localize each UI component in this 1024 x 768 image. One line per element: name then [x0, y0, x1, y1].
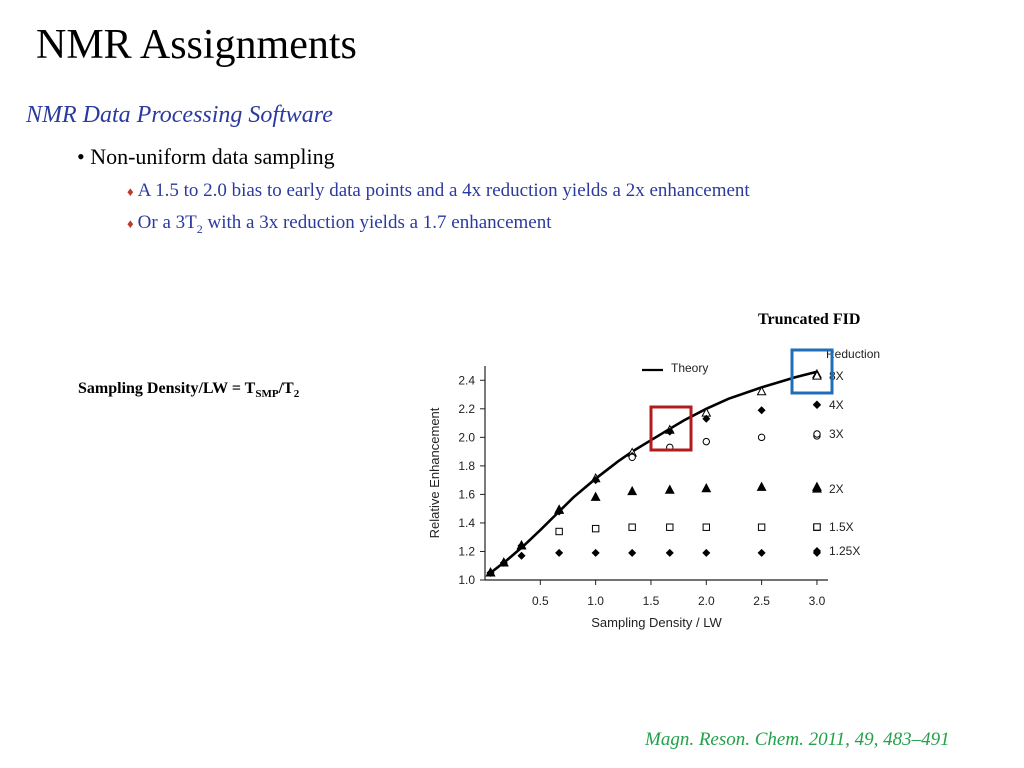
- point-1-5x: [703, 524, 709, 530]
- diamond-bullet-icon: ♦: [127, 216, 134, 231]
- point-1-25x: [666, 549, 673, 556]
- formula-mid: /T: [278, 380, 294, 397]
- truncated-fid-label: Truncated FID: [758, 311, 861, 328]
- y-tick-label: 1.8: [458, 458, 475, 473]
- x-tick-label: 0.5: [531, 594, 549, 608]
- point-1-25x: [703, 549, 710, 556]
- bullet-marker: •: [77, 144, 85, 169]
- enhancement-chart: [415, 335, 895, 635]
- y-tick-label: 1.4: [458, 515, 475, 530]
- point-1-25x: [556, 549, 563, 556]
- slide-subtitle: NMR Data Processing Software: [26, 102, 333, 128]
- legend-theory-label: Theory: [671, 361, 709, 375]
- y-tick-label: 1.0: [458, 573, 475, 587]
- point-1-25x: [758, 549, 765, 556]
- point-4x: [758, 407, 765, 414]
- legend-label-3x: 3X: [829, 427, 844, 441]
- y-tick-label: 2.4: [458, 373, 475, 388]
- bullet-nonuniform: [77, 144, 335, 170]
- point-2x: [758, 483, 766, 491]
- point-3x: [629, 454, 635, 460]
- y-tick-label: 1.6: [458, 487, 475, 502]
- slide-title: NMR Assignments: [36, 22, 357, 68]
- point-2x: [592, 493, 600, 501]
- x-tick-label: 2.5: [753, 594, 770, 608]
- x-tick-label: 3.0: [808, 594, 826, 608]
- legend-title: Reduction: [826, 347, 881, 361]
- x-axis-label: Sampling Density / LW: [591, 615, 722, 630]
- legend-label-2x: 2X: [829, 482, 844, 496]
- legend-label-4x: 4X: [829, 398, 844, 412]
- legend-label-1-25x: 1.25X: [829, 544, 861, 558]
- sub-bullet-1-text: A 1.5 to 2.0 bias to early data points and a 4x reduction yields a 2x enhancement: [137, 180, 750, 201]
- citation: Magn. Reson. Chem. 2011, 49, 483–491: [645, 729, 950, 750]
- y-tick-label: 2.0: [458, 430, 475, 445]
- point-3x: [758, 434, 764, 440]
- sub-bullet-2-post: with a 3x reduction yields a 1.7 enhancement: [202, 212, 552, 233]
- legend-marker-1-5x: [814, 524, 820, 530]
- point-1-5x: [556, 528, 562, 534]
- formula-pre: Sampling Density/LW = T: [78, 380, 256, 397]
- sub-bullet-2-pre: Or a 3T: [137, 212, 197, 233]
- legend-label-1-5x: 1.5X: [829, 520, 854, 534]
- sub-bullet-1: [127, 180, 750, 202]
- y-tick-label: 1.2: [458, 544, 475, 559]
- y-tick-label: 2.2: [458, 401, 475, 416]
- point-2x: [666, 486, 674, 494]
- point-2x: [702, 484, 710, 492]
- point-1-5x: [592, 525, 598, 531]
- bullet-text: Non-uniform data sampling: [90, 144, 335, 169]
- x-tick-label: 1.0: [587, 594, 604, 608]
- y-axis-label: Relative Enhancement: [427, 407, 442, 539]
- sub-bullet-2-subscript: 2: [196, 221, 203, 236]
- legend-marker-4x: [813, 401, 820, 408]
- theory-curve: [491, 372, 817, 573]
- point-1-5x: [629, 524, 635, 530]
- point-1-5x: [667, 524, 673, 530]
- point-1-5x: [758, 524, 764, 530]
- sampling-density-formula: [78, 380, 299, 400]
- sub-bullet-2: [127, 212, 552, 237]
- formula-sub-2: 2: [293, 388, 300, 401]
- point-2x: [628, 487, 636, 495]
- diamond-bullet-icon: ♦: [127, 184, 134, 199]
- legend-marker-3x: [814, 431, 820, 437]
- x-tick-label: 1.5: [642, 594, 660, 608]
- point-1-25x: [629, 549, 636, 556]
- legend-label-8x: 8X: [829, 369, 844, 383]
- point-3x: [703, 438, 709, 444]
- point-1-25x: [518, 552, 525, 559]
- x-tick-label: 2.0: [697, 594, 715, 608]
- point-1-25x: [592, 549, 599, 556]
- formula-sub-smp: SMP: [255, 388, 279, 401]
